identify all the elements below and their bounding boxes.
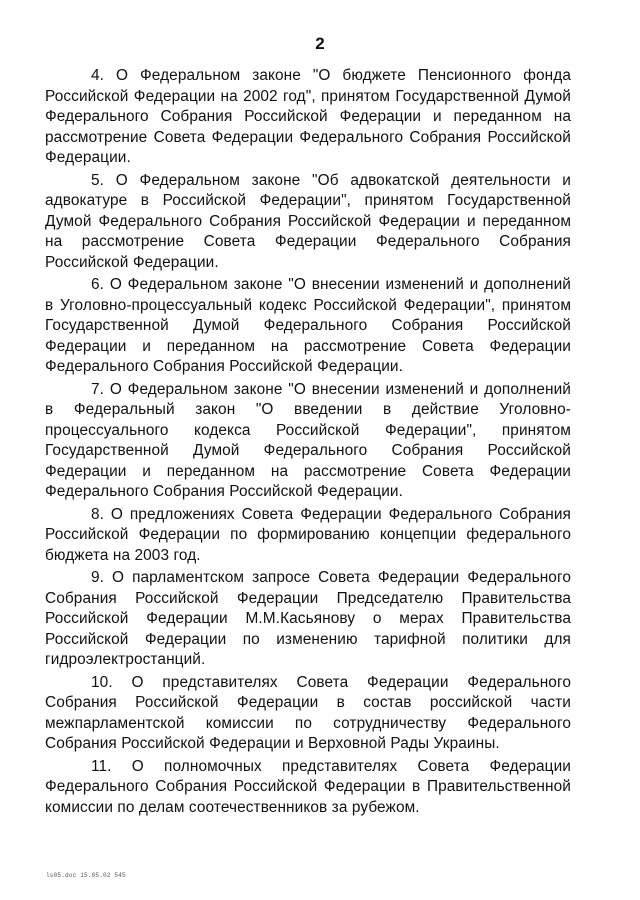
agenda-item-6: 6. О Федеральном законе "О внесении изменений и дополнений в Уголовно-процессуальный кодекс Российской Федерации", принятом Государственной Думой Федерального Собрания Российской Федерации и переданном на рассмотрение Совета Федерации Федерального Собрания Российской Федерации.	[45, 276, 571, 375]
agenda-list	[45, 66, 571, 820]
agenda-item-7: 7. О Федеральном законе "О внесении изменений и дополнений в Федеральный закон "О введении в действие Уголовно-процессуального кодекса Российской Федерации", принятом Государственной Думой Федерального Собрания Российской Федерации и переданном на рассмотрение Совета Федерации Федерального Собрания Российской Федерации.	[45, 380, 571, 500]
page-number: 2	[315, 34, 325, 53]
agenda-item-9: 9. О парламентском запросе Совета Федерации Федерального Собрания Российской Федерации Председателю Правительства Российской Федерации М.М.Касьянову о мерах Правительства Российской Федерации по изменению тарифной политики для гидроэлектростанций.	[45, 569, 571, 668]
agenda-item-4: 4. О Федеральном законе "О бюджете Пенсионного фонда Российской Федерации на 2002 год", принятом Государственной Думой Федерального Собрания Российской Федерации и переданном на рассмотрение Совета Федерации Федерального Собрания Российской Федерации.	[45, 67, 571, 166]
agenda-item-11: 11. О полномочных представителях Совета Федерации Федерального Собрания Российской Федерации в Правительственной комиссии по делам соотечественников за рубежом.	[45, 757, 571, 816]
agenda-item-5: 5. О Федеральном законе "Об адвокатской деятельности и адвокатуре в Российской Федерации", принятом Государственной Думой Федерального Собрания Российской Федерации и переданном на рассмотрение Совета Федерации Федерального Собрания Российской Федерации.	[45, 171, 571, 271]
agenda-item-10: 10. О представителях Совета Федерации Федерального Собрания Российской Федерации в состав российской части межпарламентской комиссии по сотрудничеству Федерального Собрания Российской Федерации и Верховной Рады Украины.	[45, 673, 571, 752]
document-footer-code: ls05.doc 15.05.02 545	[46, 872, 126, 879]
agenda-item-8: 8. О предложениях Совета Федерации Федерального Собрания Российской Федерации по формированию концепции федерального бюджета на 2003 год.	[45, 505, 571, 564]
